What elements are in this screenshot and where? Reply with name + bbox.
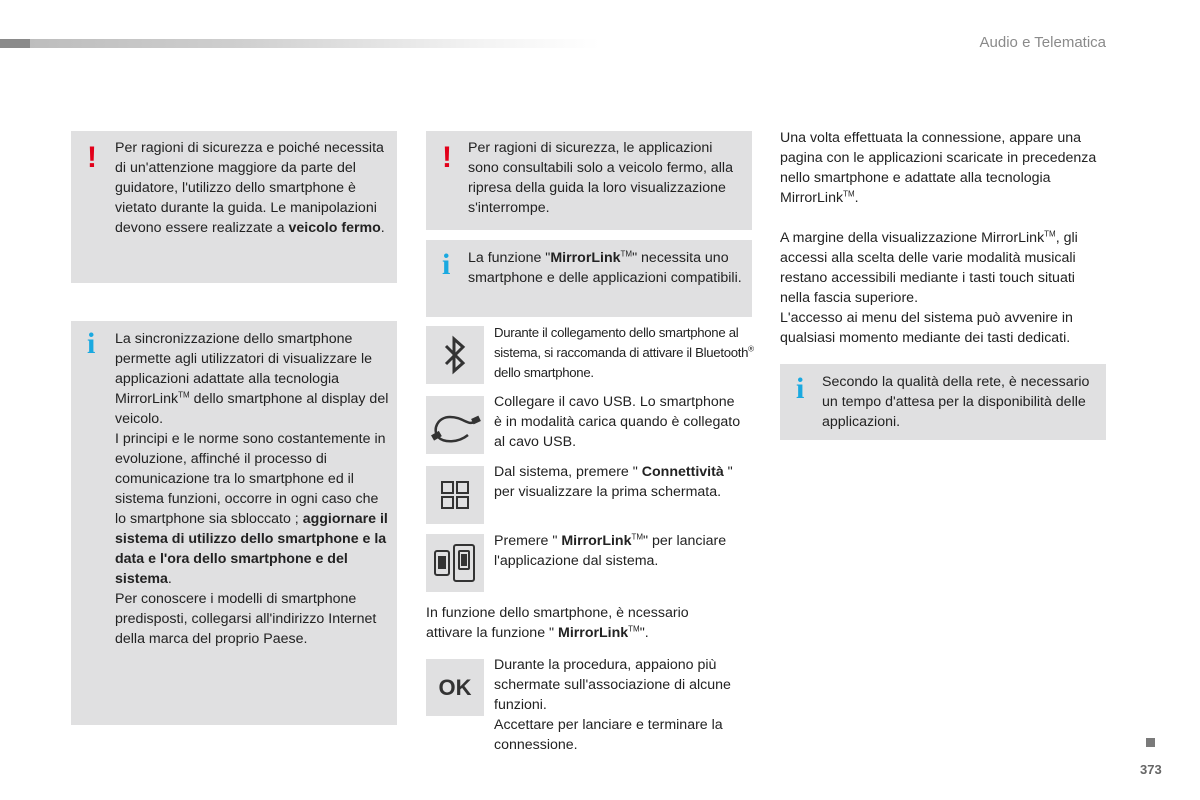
mirrorlink-phones-icon <box>432 541 478 585</box>
info-box <box>71 321 397 725</box>
ok-step-text: Durante la procedura, appaiono più schermate sull'associazione di alcune funzioni. Accettare per lanciare e terminare la connessione. <box>494 657 731 753</box>
info-box-mirrorlink <box>426 240 752 317</box>
bluetooth-icon <box>441 334 469 376</box>
mirrorlink-activation-note: In funzione dello smartphone, è ncessario attivare la funzione " MirrorLink™". <box>426 605 689 641</box>
ok-icon-box <box>426 659 484 716</box>
warning-icon: ! <box>87 141 97 174</box>
step-mirrorlink-text: Premere " MirrorLink™" per lanciare l'applicazione dal sistema. <box>494 532 727 569</box>
step-bluetooth-text: Durante il collegamento dello smartphone al sistema, si raccomanda di attivare il Bluetooth® dello smartphone. <box>494 325 754 380</box>
ok-icon: OK <box>438 674 472 700</box>
page-number: 373 <box>1140 762 1162 777</box>
info-box-network <box>780 364 1106 440</box>
info-text: La sincronizzazione dello smartphone permette agli utilizzatori di visualizzare le applicazioni adattate alla tecnologia MirrorLink™ dello smartphone al display del veicolo. I principi e le norme sono costantemente in evoluzione, affinché il processo di comunicazione tra lo smartphone ed il sistema funzioni, occorre in ogni caso che lo smartphone sia sbloccato ; aggiornare il sistema di utilizzo dello smartphone e la data e l'ora dello smartphone e del sistema. Per conoscere i modelli di smartphone predisposti, collegarsi all'indirizzo Internet della marca del proprio Paese. <box>115 331 389 647</box>
warning-text: Per ragioni di sicurezza e poiché necessita di un'attenzione maggiore da parte del guidatore, l'utilizzo dello smartphone è vietato durante la guida. Le manipolazioni devono essere realizzate a veicolo fermo. <box>115 140 385 236</box>
warning-box-applications <box>426 131 752 230</box>
header-bar <box>0 39 600 48</box>
info-text: La funzione "MirrorLink™" necessita uno smartphone e delle applicazioni compatibili. <box>468 249 742 286</box>
info-text: Secondo la qualità della rete, è necessario un tempo d'attesa per la disponibilità delle applicazioni. <box>822 374 1090 430</box>
info-icon: i <box>87 327 96 360</box>
warning-text: Per ragioni di sicurezza, le applicazioni sono consultabili solo a veicolo fermo, alla ripresa della guida la loro visualizzazione s'interrompe. <box>468 140 733 216</box>
connection-result-text: Una volta effettuata la connessione, appare una pagina con le applicazioni scaricate in precedenza nello smartphone e adattate alla tecnologia MirrorLink™. A margine della visualizzazione MirrorLink™, gli accessi alla scelta delle varie modalità musicali restano accessibili mediante i tasti touch situati nella fascia superiore. L'accesso ai menu del sistema può avvenire in qualsiasi momento mediante dei tasti dedicati. <box>780 130 1097 346</box>
connectivity-icon-box <box>426 466 484 524</box>
info-icon: i <box>442 248 451 281</box>
usb-cable-icon <box>428 403 482 447</box>
info-icon: i <box>796 372 805 405</box>
bluetooth-icon-box <box>426 326 484 384</box>
warning-icon: ! <box>442 141 452 174</box>
page-marker <box>1146 738 1155 747</box>
section-title: Audio e Telematica <box>979 34 1106 51</box>
mirrorlink-icon-box <box>426 534 484 592</box>
connectivity-grid-icon <box>440 480 470 510</box>
usb-cable-icon-box <box>426 396 484 454</box>
step-connectivity-text: Dal sistema, premere " Connettività " per visualizzare la prima schermata. <box>494 464 733 500</box>
step-usb-text: Collegare il cavo USB. Lo smartphone è in modalità carica quando è collegato al cavo USB. <box>494 394 741 450</box>
warning-box <box>71 131 397 283</box>
